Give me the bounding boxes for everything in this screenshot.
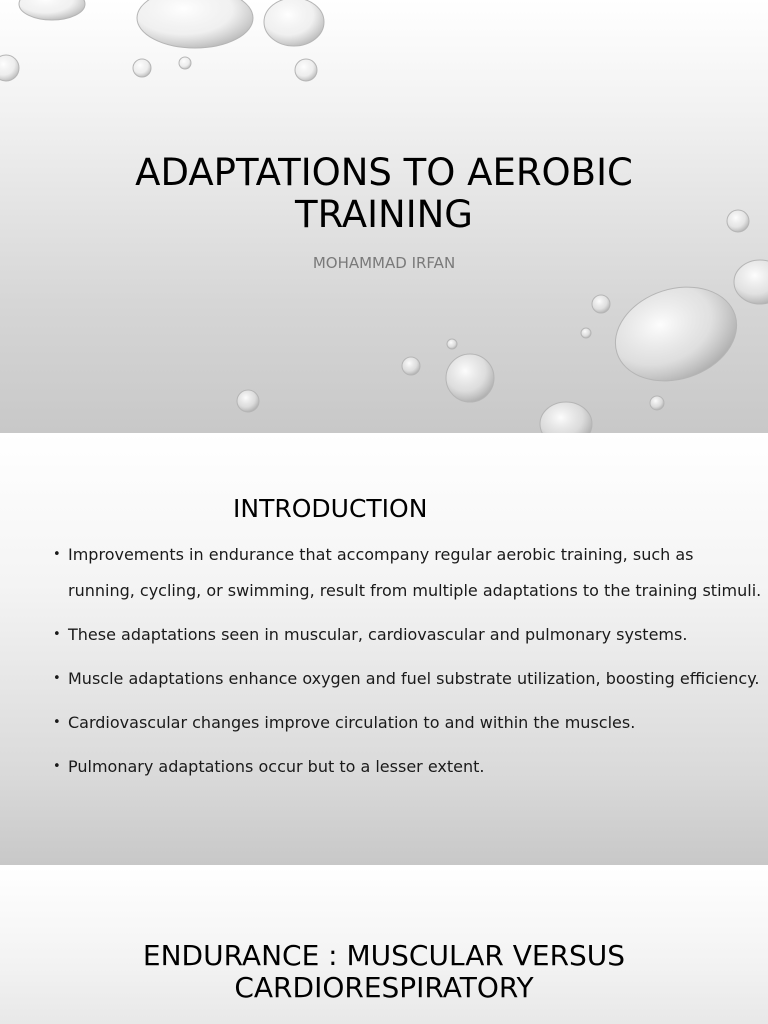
bullet-text: Pulmonary adaptations occur but to a lesser extent. [68, 757, 485, 776]
bullet-item [50, 537, 764, 609]
bullet-item [50, 749, 764, 785]
slide-author: MOHAMMAD IRFAN [312, 254, 456, 272]
slide-endurance [0, 868, 768, 1024]
bullet-dot-icon: • [53, 671, 61, 686]
slide-title-heading: ADAPTATIONS TO AEROBIC TRAINING [135, 151, 633, 236]
bullet-dot-icon: • [53, 547, 61, 562]
bullet-dot-icon: • [53, 715, 61, 730]
slide-title [0, 0, 768, 433]
introduction-bullet-list [50, 537, 764, 793]
bullet-item [50, 617, 764, 653]
bullet-text: These adaptations seen in muscular, cardiovascular and pulmonary systems. [68, 625, 688, 644]
bullet-text: Muscle adaptations enhance oxygen and fuel substrate utilization, boosting efficiency. [68, 669, 760, 688]
slide-introduction [0, 433, 768, 865]
bullet-item [50, 661, 764, 697]
bullet-dot-icon: • [53, 627, 61, 642]
bullet-text: Cardiovascular changes improve circulation to and within the muscles. [68, 713, 636, 732]
endurance-heading: ENDURANCE : MUSCULAR VERSUS CARDIORESPIRATORY [142, 939, 626, 1004]
bullet-dot-icon: • [53, 759, 61, 774]
introduction-heading: INTRODUCTION [233, 494, 428, 523]
bullet-text: Improvements in endurance that accompany regular aerobic training, such as running, cycling, or swimming, result from multiple adaptations to the training stimuli. [68, 545, 762, 600]
bullet-item [50, 705, 764, 741]
